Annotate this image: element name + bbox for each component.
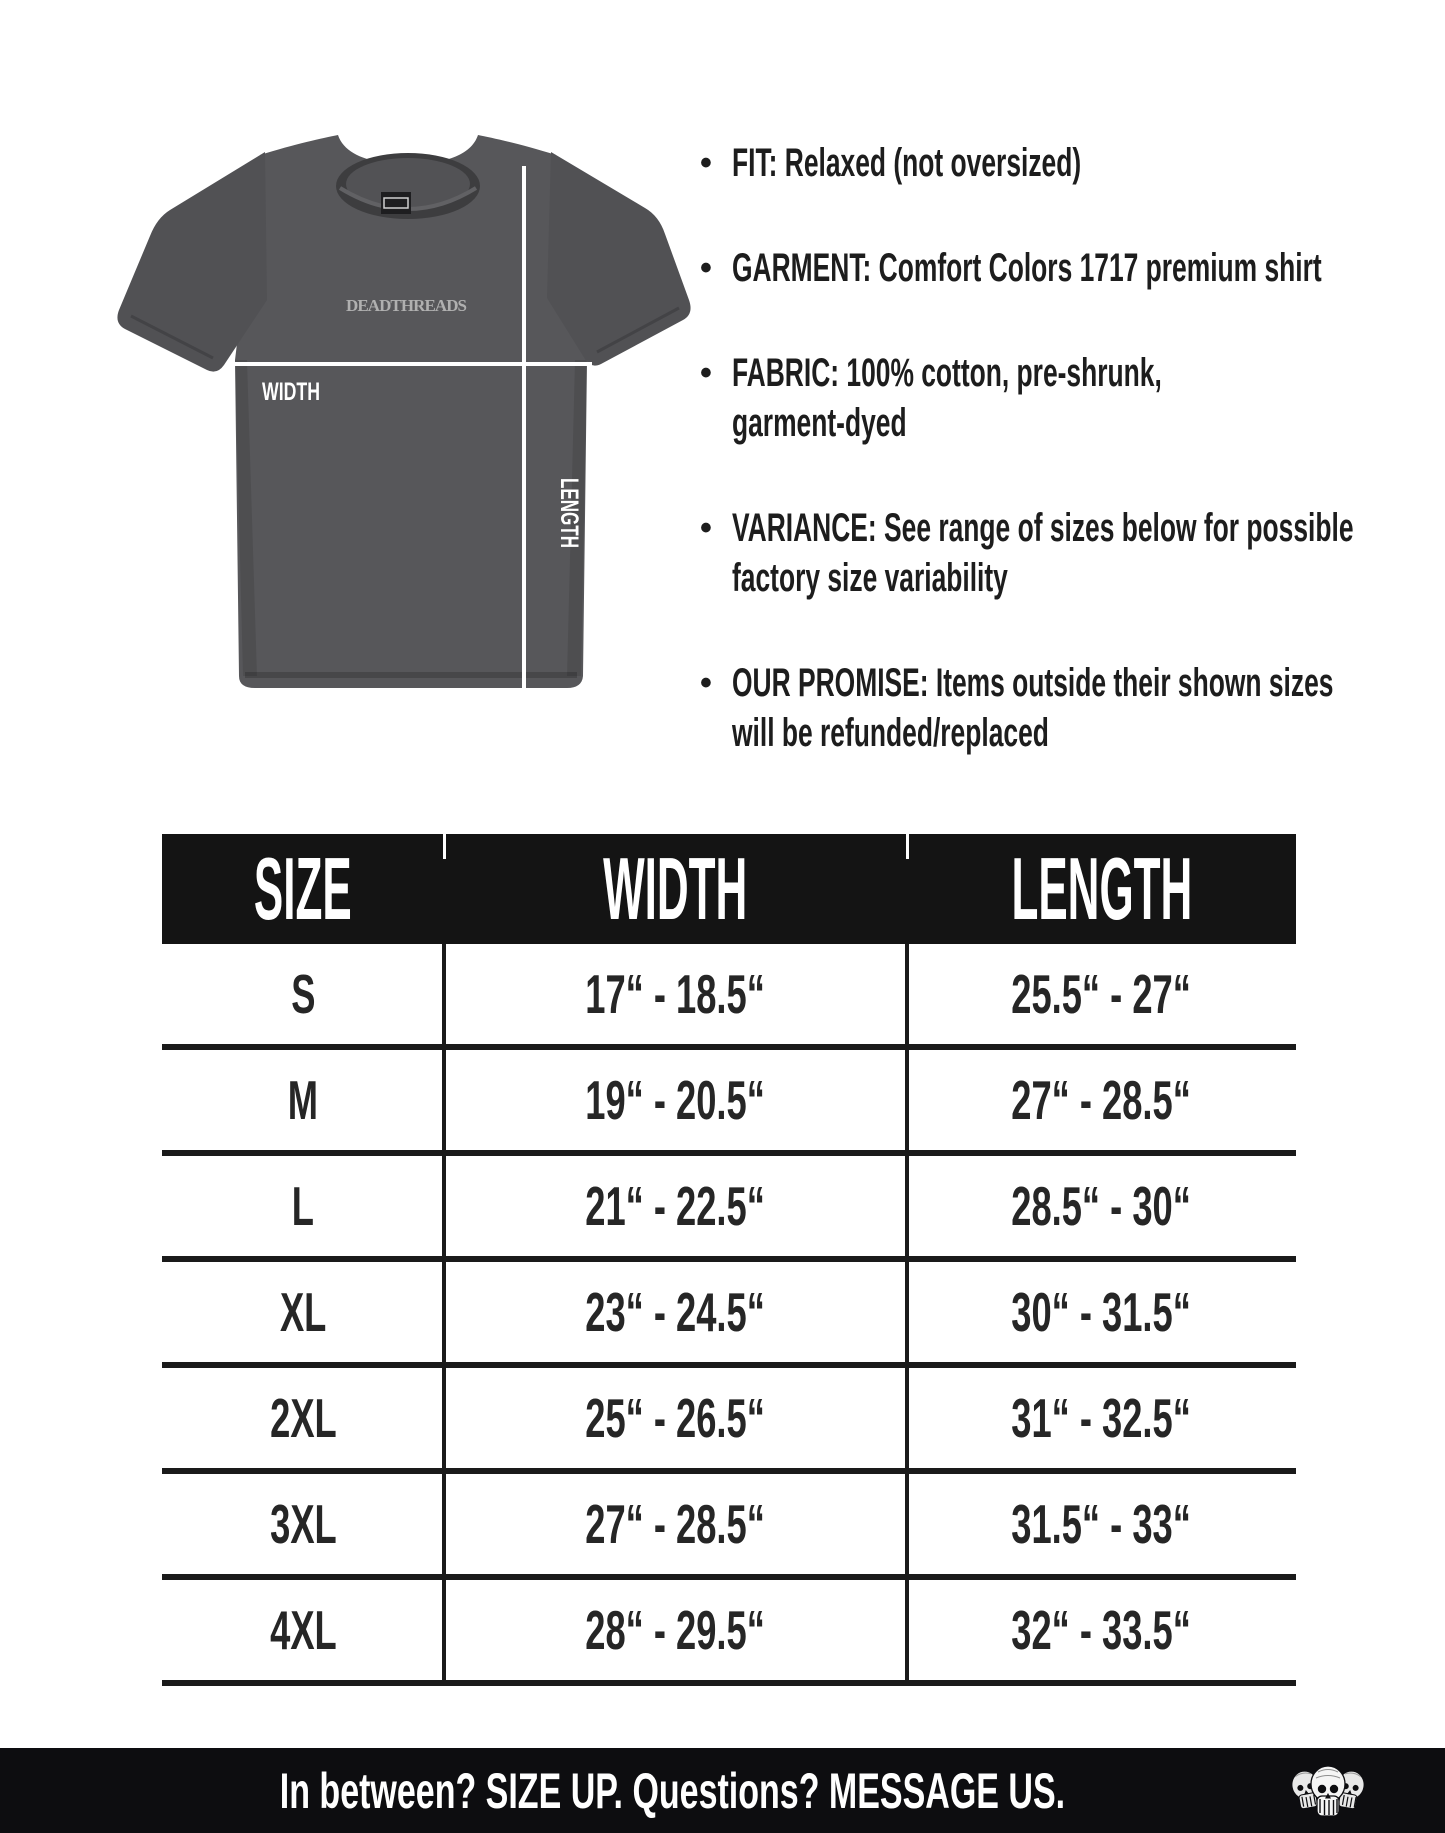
fabric-text-line1: FABRIC: 100% cotton, pre-shrunk, — [732, 351, 1162, 395]
column-divider — [442, 944, 446, 1686]
header-label-width: WIDTH — [603, 839, 748, 938]
length-value: 28.5“ - 30“ — [1011, 1175, 1192, 1237]
bullet-icon: • — [700, 144, 712, 182]
size-chart-table — [162, 834, 1296, 1686]
promise-text-line2: will be refunded/replaced — [732, 711, 1049, 755]
table-header-row — [162, 834, 1296, 944]
length-value: 25.5“ - 27“ — [1011, 963, 1192, 1025]
size-value: L — [291, 1175, 315, 1237]
promise-text-line1: OUR PROMISE: Items outside their shown sizes — [732, 661, 1334, 705]
tshirt-measurement-figure — [95, 130, 695, 710]
bullet-icon: • — [700, 354, 712, 392]
width-value: 19“ - 20.5“ — [585, 1069, 766, 1131]
column-divider — [905, 944, 909, 1686]
length-value: 31.5“ - 33“ — [1011, 1493, 1192, 1555]
size-value: S — [290, 963, 316, 1025]
size-value: XL — [279, 1281, 327, 1343]
length-measure-line — [522, 166, 526, 700]
size-value: 2XL — [269, 1387, 337, 1449]
width-value: 25“ - 26.5“ — [585, 1387, 766, 1449]
table-row-2xl — [162, 1368, 1296, 1474]
width-value: 17“ - 18.5“ — [585, 963, 766, 1025]
header-column-notch — [906, 834, 909, 859]
garment-text: GARMENT: Comfort Colors 1717 premium shirt — [732, 246, 1322, 290]
length-value: 27“ - 28.5“ — [1011, 1069, 1192, 1131]
variance-text-line1: VARIANCE: See range of sizes below for possible — [732, 506, 1354, 550]
three-skulls-logo — [1286, 1763, 1370, 1826]
table-row-xl — [162, 1262, 1296, 1368]
neck-tag — [381, 192, 411, 214]
table-row-s — [162, 944, 1296, 1050]
header-column-notch — [443, 834, 446, 859]
fabric-text-line2: garment-dyed — [732, 401, 907, 445]
list-item-fabric — [700, 348, 1400, 448]
center-skull-icon — [1311, 1766, 1345, 1816]
width-value: 27“ - 28.5“ — [585, 1493, 766, 1555]
footer-bar — [0, 1748, 1445, 1833]
width-value: 23“ - 24.5“ — [585, 1281, 766, 1343]
table-row-4xl — [162, 1580, 1296, 1686]
list-item-fit — [700, 138, 1400, 188]
table-row-3xl — [162, 1474, 1296, 1580]
length-measure-label: LENGTH — [555, 478, 583, 581]
footer-message: In between? SIZE UP. Questions? MESSAGE US. — [279, 1762, 1066, 1819]
header-cell-length — [907, 834, 1296, 944]
chest-brand-print: DEADTHREADS — [346, 296, 472, 315]
header-cell-width — [444, 834, 907, 944]
table-body — [162, 944, 1296, 1686]
bullet-icon: • — [700, 664, 712, 702]
list-item-promise — [700, 658, 1400, 758]
list-item-variance — [700, 503, 1400, 603]
table-row-m — [162, 1050, 1296, 1156]
size-value: M — [287, 1069, 319, 1131]
list-item-garment — [700, 243, 1400, 293]
tshirt-illustration — [95, 130, 695, 710]
length-value: 31“ - 32.5“ — [1011, 1387, 1192, 1449]
width-measure-label: WIDTH — [262, 378, 320, 406]
header-label-length: LENGTH — [1011, 839, 1192, 938]
product-info-list — [700, 138, 1400, 813]
variance-text-line2: factory size variability — [732, 556, 1008, 600]
width-measure-line — [235, 362, 592, 366]
size-value: 4XL — [269, 1599, 337, 1661]
fit-text: FIT: Relaxed (not oversized) — [732, 141, 1082, 185]
size-value: 3XL — [269, 1493, 337, 1555]
width-value: 21“ - 22.5“ — [585, 1175, 766, 1237]
bullet-icon: • — [700, 509, 712, 547]
length-value: 32“ - 33.5“ — [1011, 1599, 1192, 1661]
header-cell-size — [162, 834, 444, 944]
hem-seam — [245, 672, 577, 678]
header-label-size: SIZE — [254, 839, 352, 938]
bullet-icon: • — [700, 249, 712, 287]
table-row-l — [162, 1156, 1296, 1262]
length-value: 30“ - 31.5“ — [1011, 1281, 1192, 1343]
width-value: 28“ - 29.5“ — [585, 1599, 766, 1661]
